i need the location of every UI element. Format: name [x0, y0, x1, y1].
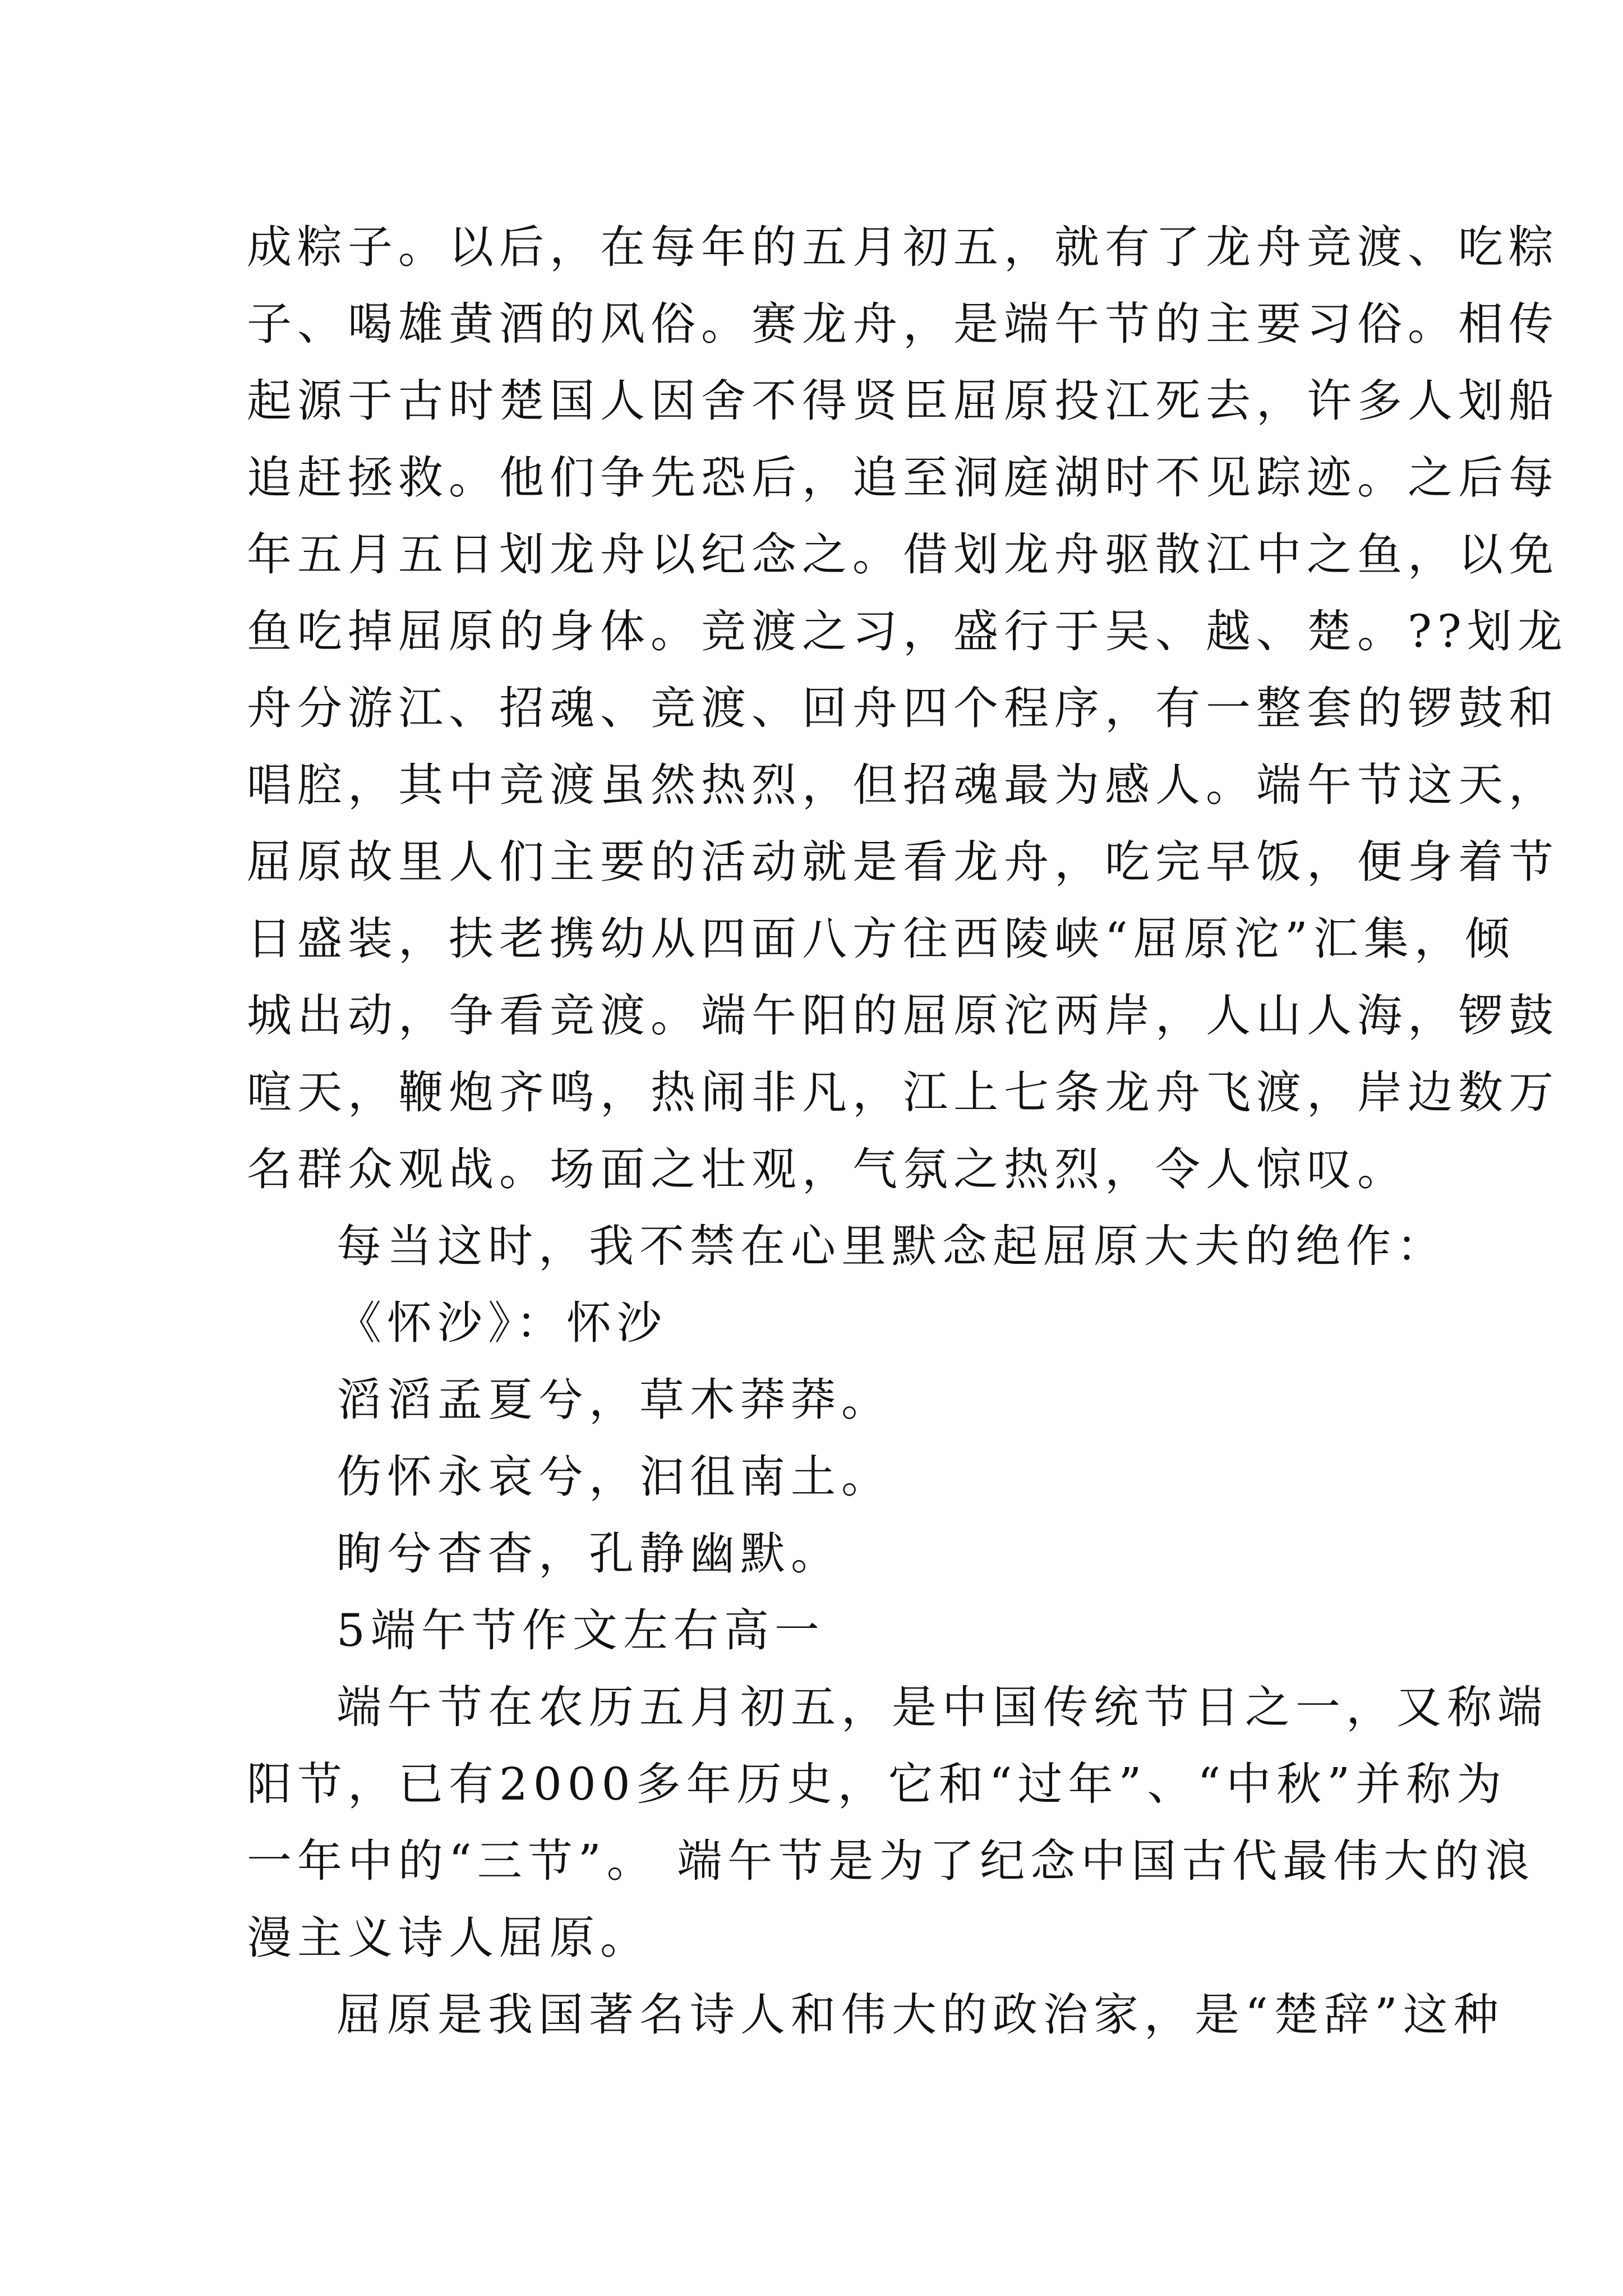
text-line: 漫主义诗人屈原。 — [247, 1912, 651, 1964]
poem-title-line: 《怀沙》：怀沙 — [336, 1297, 667, 1349]
text-line: 起源于古时楚国人因舍不得贤臣屈原投江死去，许多人划船 — [247, 375, 1559, 427]
text-line: 城出动，争看竞渡。端午阳的屈原沱两岸，人山人海，锣鼓 — [247, 990, 1559, 1042]
paragraph-start-line: 端午节在农历五月初五，是中国传统节日之一，又称端 — [336, 1681, 1548, 1733]
text-line: 唱腔，其中竞渡虽然热烈，但招魂最为感人。端午节这天， — [247, 759, 1559, 811]
text-line: 成粽子。以后，在每年的五月初五，就有了龙舟竞渡、吃粽 — [247, 221, 1559, 273]
text-line: 鱼吃掉屈原的身体。竞渡之习，盛行于吴、越、楚。??划龙 — [247, 605, 1568, 657]
paragraph-start-line: 屈原是我国著名诗人和伟大的政治家，是“楚辞”这种 — [336, 1989, 1504, 2041]
text-line: 名群众观战。场面之壮观，气氛之热烈，令人惊叹。 — [247, 1143, 1408, 1195]
text-line: 子、喝雄黄酒的风俗。赛龙舟，是端午节的主要习俗。相传 — [247, 298, 1559, 350]
text-line: 追赶拯救。他们争先恐后，追至洞庭湖时不见踪迹。之后每 — [247, 452, 1559, 504]
text-line: 舟分游江、招魂、竞渡、回舟四个程序，有一整套的锣鼓和 — [247, 682, 1559, 734]
poem-line: 伤怀永哀兮，汩徂南土。 — [336, 1451, 892, 1503]
text-line: 喧天，鞭炮齐鸣，热闹非凡，江上七条龙舟飞渡，岸边数万 — [247, 1066, 1559, 1119]
paragraph-start-line: 每当这时，我不禁在心里默念起屈原大夫的绝作： — [336, 1220, 1447, 1272]
body-text — [247, 209, 1568, 2053]
text-line: 日盛装，扶老携幼从四面八方往西陵峡“屈原沱”汇集，倾 — [247, 913, 1515, 965]
poem-line: 眴兮杳杳，孔静幽默。 — [336, 1527, 841, 1580]
text-line: 年五月五日划龙舟以纪念之。借划龙舟驱散江中之鱼，以免 — [247, 528, 1559, 581]
section-heading: 5端午节作文左右高一 — [336, 1604, 825, 1657]
poem-line: 滔滔孟夏兮，草木莽莽。 — [336, 1374, 892, 1426]
text-line: 屈原故里人们主要的活动就是看龙舟，吃完早饭，便身着节 — [247, 836, 1559, 888]
text-line: 阳节，已有2000多年历史，它和“过年”、“中秋”并称为 — [247, 1758, 1507, 1810]
text-line: 一年中的“三节”。 端午节是为了纪念中国古代最伟大的浪 — [247, 1835, 1536, 1887]
